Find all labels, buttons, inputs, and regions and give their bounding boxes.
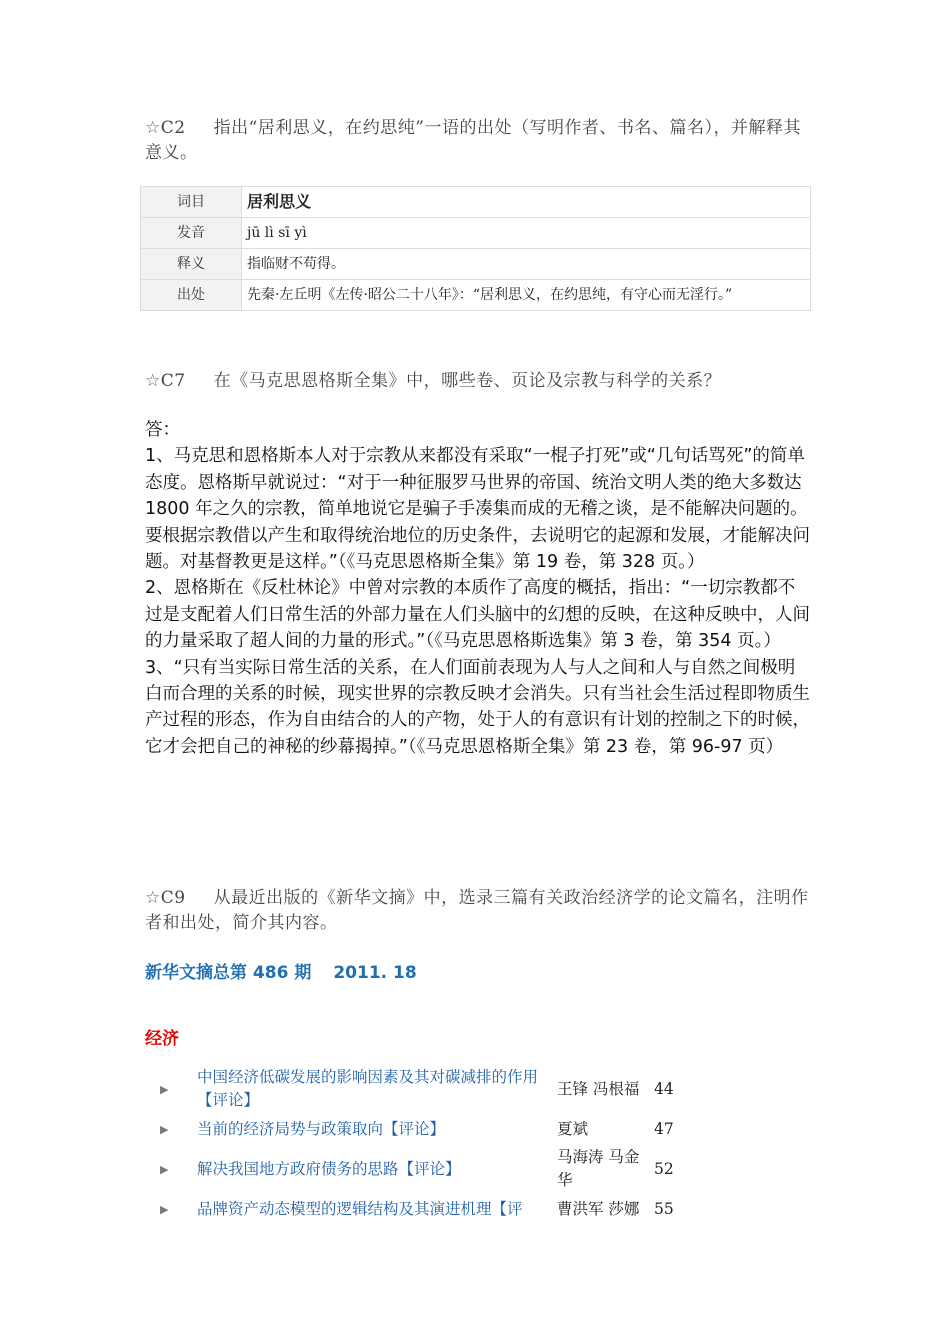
question-c9: [145, 886, 810, 936]
list-item: [160, 1118, 680, 1144]
question-text: 从最近出版的《新华文摘》中，选录三篇有关政治经济学的论文篇名，注明作者和出处，简介其内容。: [145, 888, 809, 933]
question-id: C2: [160, 118, 186, 138]
article-title[interactable]: 当前的经济局势与政策取向: [197, 1120, 384, 1138]
dictionary-entry-table: [140, 186, 811, 311]
arrow-bullet-icon: ▶: [160, 1083, 169, 1096]
question-c2: [145, 116, 810, 166]
question-id: C7: [160, 371, 186, 391]
answer-paragraph: 1、马克思和恩格斯本人对于宗教从来都没有采取“一棍子打死”或“几句话骂死”的简单态度。恩格斯早就说过：“对于一种征服罗马世界的帝国、统治文明人类的绝大多数达 1800 年之久的宗教，简单地说它是骗子手凑集而成的无稽之谈，是不能解决问题的。要根据宗教借以产生和取得统治地位的历史条件，去说明它的起源和发展，才能解决问题。对基督教更是这样。”（《马克思恩格斯全集》第 19 卷，第 328 页。）: [145, 446, 810, 573]
star-icon: ☆: [145, 888, 161, 908]
comment-link[interactable]: 【评论】: [197, 1091, 260, 1109]
article-author: 马海涛 马金华: [557, 1148, 640, 1189]
article-page: 55: [654, 1200, 674, 1218]
star-icon: ☆: [145, 371, 161, 391]
article-page: 47: [654, 1120, 674, 1138]
digest-title: 新华文摘总第 486 期: [145, 963, 312, 983]
arrow-bullet-icon: ▶: [160, 1203, 169, 1216]
comment-link[interactable]: 【评论】: [383, 1120, 446, 1138]
entry-label: 词目: [141, 187, 242, 218]
article-title[interactable]: 解决我国地方政府债务的思路: [197, 1160, 399, 1178]
comment-link[interactable]: 【评论】: [398, 1160, 461, 1178]
question-c7: [145, 369, 810, 394]
question-id: C9: [160, 888, 186, 908]
table-row: [141, 218, 811, 249]
entry-label: 释义: [141, 249, 242, 280]
table-row: [141, 249, 811, 280]
answer-paragraph: 3、“只有当实际日常生活的关系，在人们面前表现为人与人之间和人与自然之间极明白而合理的关系的时候，现实世界的宗教反映才会消失。只有当社会生活过程即物质生产过程的形态，作为自由结合的人的产物，处于人的有意识有计划的控制之下的时候，它才会把自己的神秘的纱幕揭掉。”（《马克思恩格斯全集》第 23 卷，第 96-97 页）: [145, 657, 810, 757]
article-author: 曹洪军 莎娜: [557, 1200, 640, 1218]
question-text: 指出“居利思义，在约思纯”一语的出处（写明作者、书名、篇名），并解释其意义。: [145, 118, 801, 163]
article-title[interactable]: 品牌资产动态模型的逻辑结构及其演进机理: [197, 1200, 492, 1218]
star-icon: ☆: [145, 118, 161, 138]
article-author: 夏斌: [557, 1120, 589, 1138]
article-page: 44: [654, 1080, 674, 1098]
article-author: 王锋 冯根福: [557, 1080, 640, 1098]
article-page: 52: [654, 1160, 674, 1178]
article-title-link[interactable]: [197, 1198, 557, 1221]
question-text: 在《马克思恩格斯全集》中，哪些卷、页论及宗教与科学的关系？: [213, 371, 722, 391]
list-item: [160, 1066, 680, 1114]
article-title-link[interactable]: [197, 1066, 557, 1112]
arrow-bullet-icon: ▶: [160, 1123, 169, 1136]
answer-paragraph: 2、恩格斯在《反杜林论》中曾对宗教的本质作了高度的概括，指出：“一切宗教都不过是支配着人们日常生活的外部力量在人们头脑中的幻想的反映，在这种反映中，人间的力量采取了超人间的力量的形式。”（《马克思恩格斯选集》第 3 卷，第 354 页。）: [145, 578, 810, 652]
list-item: [160, 1198, 680, 1224]
article-title[interactable]: 中国经济低碳发展的影响因素及其对碳减排的作用: [197, 1068, 539, 1086]
table-row: [141, 187, 811, 218]
entry-definition: 指临财不苟得。: [242, 249, 811, 280]
entry-source: 先秦·左丘明《左传·昭公二十八年》：“居利思义，在约思纯，有守心而无淫行。”: [242, 280, 811, 311]
answer-label: 答：: [145, 420, 180, 440]
list-item: [160, 1146, 680, 1194]
category-heading: 经济: [145, 1029, 179, 1049]
digest-issue-title: [145, 958, 417, 983]
table-row: [141, 280, 811, 311]
entry-label: 出处: [141, 280, 242, 311]
arrow-bullet-icon: ▶: [160, 1163, 169, 1176]
article-title-link[interactable]: [197, 1118, 557, 1141]
entry-label: 发音: [141, 218, 242, 249]
comment-link[interactable]: 【评: [491, 1200, 523, 1218]
article-title-link[interactable]: [197, 1158, 557, 1181]
answer-block: [145, 417, 810, 760]
entry-pronunciation: jū lì sī yì: [242, 218, 811, 249]
entry-term: 居利思义: [242, 187, 811, 218]
digest-date: 2011. 18: [333, 963, 417, 983]
